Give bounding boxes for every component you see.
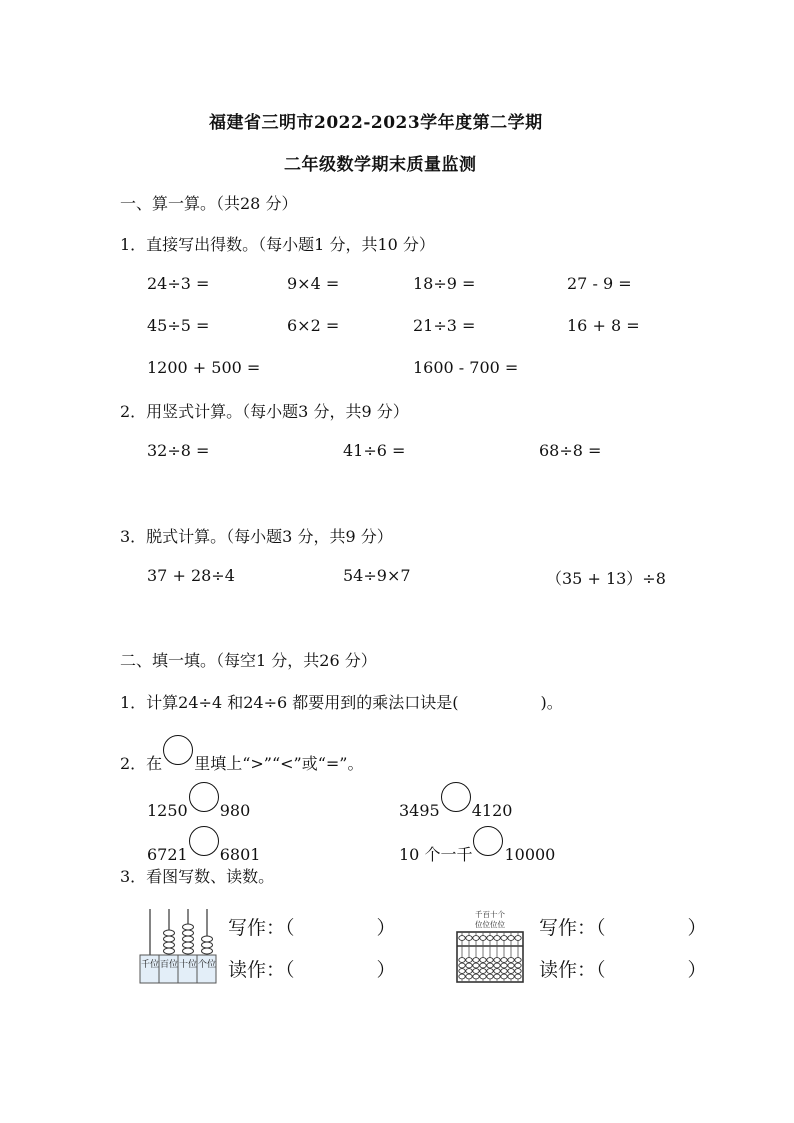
- bead: [501, 974, 507, 979]
- bead: [183, 942, 194, 948]
- fill-question-1: [120, 690, 563, 713]
- bead: [202, 948, 213, 954]
- problem: 68÷8 =: [539, 441, 602, 460]
- bead: [466, 963, 472, 968]
- bead: [459, 969, 465, 974]
- place-label: 百位: [159, 960, 179, 970]
- bead: [459, 936, 465, 941]
- problem: 1200 + 500 =: [147, 358, 261, 377]
- abacus-header-bottom: 位位位位: [475, 920, 505, 929]
- bead: [480, 969, 486, 974]
- bead: [515, 963, 521, 968]
- bead: [164, 936, 175, 942]
- bead: [515, 974, 521, 979]
- abacus1-read: [228, 955, 396, 982]
- problem: 32÷8 =: [147, 441, 210, 460]
- bead: [183, 924, 194, 930]
- q-prefix: 1．计算24÷4 和24÷6 都要用到的乘法口诀是(: [120, 693, 459, 712]
- abacus-icon: [455, 908, 525, 984]
- bead: [164, 930, 175, 936]
- q2-label: 2．用竖式计算。（每小题3 分，共9 分）: [120, 402, 409, 421]
- bead: [183, 936, 194, 942]
- section2-heading: 二、填一填。（每空1 分，共26 分）: [120, 651, 377, 670]
- problem: 54÷9×7: [343, 566, 411, 585]
- compare-circle[interactable]: [189, 826, 219, 856]
- bead: [459, 958, 465, 963]
- place-label: 十位: [178, 960, 198, 970]
- bead: [501, 969, 507, 974]
- bead: [202, 942, 213, 948]
- section1-heading: 一、算一算。（共28 分）: [120, 194, 298, 213]
- compare-right: 980: [219, 801, 251, 820]
- problem: 37 + 28÷4: [147, 566, 235, 585]
- compare-right: 4120: [471, 801, 513, 820]
- bead: [466, 974, 472, 979]
- bead: [487, 969, 493, 974]
- bead: [164, 948, 175, 954]
- page-title: 福建省三明市2022-2023学年度第二学期: [209, 113, 543, 133]
- bead: [494, 958, 500, 963]
- bead: [508, 974, 514, 979]
- page-subtitle: 二年级数学期末质量监测: [284, 155, 477, 175]
- bead: [473, 974, 479, 979]
- write-label: 写作：（: [228, 917, 295, 939]
- abacus1-write: [228, 913, 396, 940]
- bead: [494, 963, 500, 968]
- q-suffix: 里填上“>”“<”或“=”。: [194, 754, 364, 773]
- bead: [164, 942, 175, 948]
- problem: 27 - 9 =: [567, 274, 632, 293]
- problem: 24÷3 =: [147, 274, 210, 293]
- bead: [487, 936, 493, 941]
- bead: [487, 958, 493, 963]
- compare-circle[interactable]: [441, 782, 471, 812]
- bead: [459, 963, 465, 968]
- comparison: [399, 782, 512, 820]
- comparison: [147, 826, 260, 864]
- compare-circle[interactable]: [189, 782, 219, 812]
- comparison: [399, 826, 555, 865]
- bead: [183, 930, 194, 936]
- bead: [487, 963, 493, 968]
- bead: [501, 958, 507, 963]
- compare-right: 10000: [504, 845, 556, 864]
- problem: 41÷6 =: [343, 441, 406, 460]
- compare-circle[interactable]: [473, 826, 503, 856]
- abacus-header-top: 千百十个: [475, 910, 505, 919]
- bead: [494, 969, 500, 974]
- bead: [473, 936, 479, 941]
- compare-left: 6721: [147, 845, 188, 864]
- write-label: 写作：（: [539, 917, 606, 939]
- bead: [508, 958, 514, 963]
- bead: [501, 936, 507, 941]
- q3-label: 3．脱式计算。（每小题3 分，共9 分）: [120, 527, 393, 546]
- bead: [515, 936, 521, 941]
- bead: [473, 958, 479, 963]
- bead: [480, 936, 486, 941]
- problem: （35 + 13）÷8: [546, 569, 666, 588]
- bead: [487, 974, 493, 979]
- bead: [494, 974, 500, 979]
- fill-question-2: [120, 735, 364, 774]
- bead: [183, 948, 194, 954]
- bead: [494, 936, 500, 941]
- problem: 45÷5 =: [147, 316, 210, 335]
- q3-label: 3．看图写数、读数。: [120, 867, 275, 886]
- bead: [473, 969, 479, 974]
- bead: [466, 936, 472, 941]
- problem: 16 + 8 =: [567, 316, 640, 335]
- circle-icon: [163, 735, 193, 765]
- bead: [515, 969, 521, 974]
- bead: [508, 963, 514, 968]
- bead: [480, 958, 486, 963]
- bead: [473, 963, 479, 968]
- bead: [501, 963, 507, 968]
- bead: [466, 958, 472, 963]
- bead: [466, 969, 472, 974]
- bead: [508, 969, 514, 974]
- problem: 18÷9 =: [413, 274, 476, 293]
- q1-label: 1．直接写出得数。（每小题1 分，共10 分）: [120, 235, 435, 254]
- read-label: 读作：（: [228, 959, 295, 981]
- abacus2-read: [539, 955, 707, 982]
- close-paren: ）: [376, 959, 396, 981]
- problem: 9×4 =: [287, 274, 340, 293]
- bead: [202, 936, 213, 942]
- abacus2-write: [539, 913, 707, 940]
- bead: [459, 974, 465, 979]
- bead: [480, 963, 486, 968]
- compare-left: 10 个一千: [399, 845, 473, 864]
- bead: [480, 974, 486, 979]
- compare-right: 6801: [219, 845, 261, 864]
- close-paren: ）: [687, 917, 707, 939]
- close-paren: ）: [376, 917, 396, 939]
- close-paren: ）: [687, 959, 707, 981]
- place-label: 个位: [197, 960, 217, 970]
- bead: [508, 936, 514, 941]
- q-suffix: )。: [540, 693, 563, 712]
- problem: 21÷3 =: [413, 316, 476, 335]
- problem: 1600 - 700 =: [413, 358, 519, 377]
- problem: 6×2 =: [287, 316, 340, 335]
- compare-left: 1250: [147, 801, 188, 820]
- comparison: [147, 782, 250, 820]
- counting-frame-icon: [138, 905, 220, 985]
- place-label: 千位: [140, 960, 160, 970]
- read-label: 读作：（: [539, 959, 606, 981]
- bead: [515, 958, 521, 963]
- q-prefix: 2．在: [120, 754, 163, 773]
- compare-left: 3495: [399, 801, 440, 820]
